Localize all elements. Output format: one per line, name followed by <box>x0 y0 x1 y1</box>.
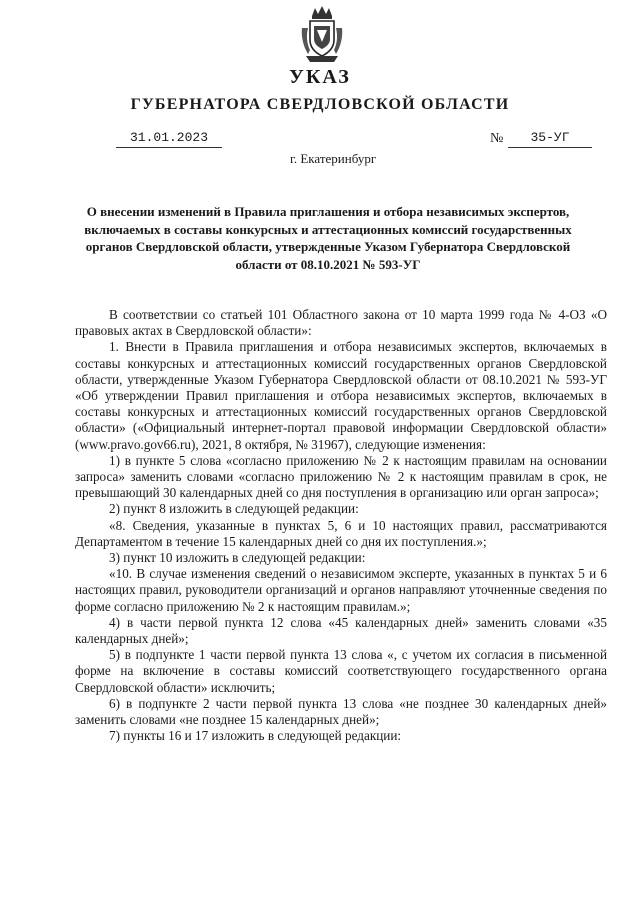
paragraph: 4) в части первой пункта 12 слова «45 календарных дней» заменить словами «35 календарных дней»; <box>75 614 607 647</box>
authority-title: ГУБЕРНАТОРА СВЕРДЛОВСКОЙ ОБЛАСТИ <box>130 96 510 113</box>
decree-number: 35-УГ <box>508 130 592 148</box>
paragraph: 1. Внести в Правила приглашения и отбора независимых экспертов, включаемых в составы конкурсных и аттестационных комиссий государственных органов Свердловской области, утвержденные Указом Губернатора Свердловской области от 08.10.2021 № 593-УГ «Об утверждении Правил приглашения и отбора независимых экспертов, включаемых в составы конкурсных и аттестационных комиссий государственных органов Свердловской области» («Официальный интернет-портал правовой информации Свердловской области» (www.pravo.gov66.ru), 2021, 8 октября, № 31967), следующие изменения: <box>75 339 607 452</box>
paragraph: 6) в подпункте 2 части первой пункта 13 слова «не позднее 30 календарных дней» заменить словами «не позднее 15 календарных дней»; <box>75 695 607 728</box>
document-body <box>75 307 607 744</box>
document-heading: О внесении изменений в Правила приглашения и отбора независимых экспертов, включаемых в составы конкурсных и аттестационных комиссий государственных органов Свердловской области, утвержденные Указом Губернатора Свердловской области от 08.10.2021 № 593-УГ <box>84 204 572 272</box>
paragraph: 7) пункты 16 и 17 изложить в следующей редакции: <box>109 728 402 744</box>
decree-date: 31.01.2023 <box>116 130 222 148</box>
paragraph: 5) в подпункте 1 части первой пункта 13 слова «, с учетом их согласия в письменной форме на включение в составы комиссий соответствующего государственного органа Свердловской области» исключить; <box>75 647 607 695</box>
city: г. Екатеринбург <box>290 151 377 166</box>
paragraph: 3) пункт 10 изложить в следующей редакции: <box>109 550 366 566</box>
paragraph: 1) в пункте 5 слова «согласно приложению № 2 к настоящим правилам на основании запроса» заменить словами «согласно приложению № 2 к настоящим правилам в срок, не превышающий 30 календарных дней со дня поступления в организацию или орган запроса»; <box>75 452 607 501</box>
number-sign: № <box>490 131 504 146</box>
decree-title: УКАЗ <box>289 66 351 88</box>
paragraph: 2) пункт 8 изложить в следующей редакции: <box>109 501 359 517</box>
paragraph: «8. Сведения, указанные в пунктах 5, 6 и 10 настоящих правил, рассматриваются Департаментом в течение 15 календарных дней со дня их поступления.»; <box>75 517 607 549</box>
paragraph: «10. В случае изменения сведений о независимом эксперте, указанных в пунктах 5 и 6 настоящих правил, руководители организаций и органов направляют уточненные сведения по форме согласно приложению № 2 к настоящим правилам.»; <box>75 566 607 614</box>
paragraph: В соответствии со статьей 101 Областного закона от 10 марта 1999 года № 4-ОЗ «О правовых актах в Свердловской области»: <box>75 307 607 339</box>
coat-of-arms-icon <box>300 6 344 64</box>
